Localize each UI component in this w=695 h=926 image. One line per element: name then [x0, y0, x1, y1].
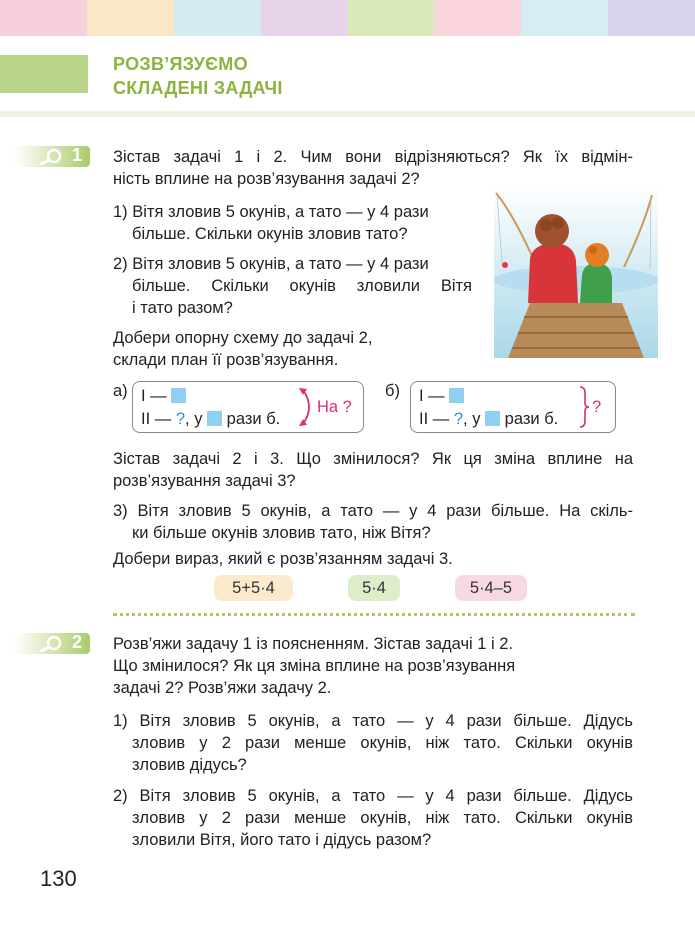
stripe: [261, 0, 348, 36]
schema-a-row1: [141, 385, 186, 408]
task-2-intro-line3: задачі 2? Розв’яжи задачу 2.: [113, 679, 332, 697]
schema-a-row1-square: [171, 388, 186, 403]
schema-b-label: б): [385, 382, 400, 400]
expression-option-3: 5·4–5: [455, 575, 527, 601]
schema-b-row2-question: ?: [453, 410, 464, 428]
expression-option-1: 5+5·4: [214, 575, 293, 601]
stripe: [0, 0, 87, 36]
schema-b-row2-square: [485, 411, 500, 426]
expression-option-2: 5·4: [348, 575, 400, 601]
schema-b-row1-square: [449, 388, 464, 403]
schema-b-row2: [419, 408, 558, 431]
schema-a-row2-question: ?: [175, 410, 186, 428]
task-1-intro-line2: ність вплине на розв’язування задачі 2?: [113, 170, 420, 188]
stripe: [608, 0, 695, 36]
schema-b-row2-mid: , у: [463, 410, 481, 428]
task-1-problem-2-line2: більше. Скільки окунів зловили Вітя: [132, 277, 472, 295]
stripe: [174, 0, 261, 36]
schema-a-row1-label: I —: [141, 387, 167, 405]
schema-b-row2-label: II —: [419, 410, 450, 428]
task-2-problem-2-line3: зловили Вітя, його тато і дідусь разом?: [132, 831, 432, 849]
task-1-number: 1: [71, 145, 82, 165]
fishing-illustration: [494, 185, 658, 358]
section-title-line1: РОЗВ’ЯЗУЄМО: [113, 54, 248, 74]
task-1-intro-line1: Зістав задачі 1 і 2. Чим вони відрізняються? Як їх відмін-: [113, 148, 633, 166]
task-1-choose-line1: Добери опорну схему до задачі 2,: [113, 329, 373, 347]
task-2-problem-2-line2: зловив у 2 рази менше окунів, ніж тато. Скільки окунів: [132, 809, 633, 827]
task-1-problem-2-line3: і тато разом?: [132, 299, 233, 317]
schema-a-label: а): [113, 382, 128, 400]
stripe: [348, 0, 435, 36]
color-stripes: [0, 0, 695, 36]
task-2-problem-1-line3: зловив дідусь?: [132, 756, 247, 774]
schema-b-row2-end: рази б.: [504, 410, 559, 428]
task-1-expression-prompt: Добери вираз, який є розв’язанням задачі 3.: [113, 550, 453, 568]
schema-b-row1: [419, 385, 464, 408]
task-2-problem-1-line1: 1) Вітя зловив 5 окунів, а тато — у 4 рази більше. Дідусь: [113, 712, 633, 730]
schema-a-row2: [141, 408, 280, 431]
schema-a-note: На ?: [317, 398, 352, 416]
task-1-number-badge: [14, 146, 90, 167]
task-2-number-badge: [14, 633, 90, 654]
task-1-problem-3-line2: ки більше окунів зловив тато, ніж Вітя?: [132, 524, 431, 542]
task-1-compare-line1: Зістав задачі 2 і 3. Що змінилося? Як ця зміна вплине на: [113, 450, 633, 468]
schema-a-arrow: [297, 386, 319, 428]
header-divider: [0, 111, 695, 117]
task-1-problem-1-line1: 1) Вітя зловив 5 окунів, а тато — у 4 рази: [113, 203, 429, 221]
task-2-number: 2: [71, 632, 82, 652]
section-title-line2: СКЛАДЕНІ ЗАДАЧІ: [113, 78, 283, 98]
stripe: [521, 0, 608, 36]
schema-a: [132, 381, 364, 433]
task-2-intro-line1: Розв’яжи задачу 1 із поясненням. Зістав задачі 1 і 2.: [113, 635, 514, 653]
schema-a-row2-end: рази б.: [226, 410, 281, 428]
schema-a-row2-mid: , у: [185, 410, 203, 428]
magnifier-icon: [36, 148, 64, 165]
task-1-problem-1-line2: більше. Скільки окунів зловив тато?: [132, 225, 408, 243]
task-1-problem-2-line1: 2) Вітя зловив 5 окунів, а тато — у 4 рази: [113, 255, 429, 273]
task-1-compare-line2: розв’язування задачі 3?: [113, 472, 296, 490]
schema-b-row1-label: I —: [419, 387, 445, 405]
stripe: [434, 0, 521, 36]
schema-b-brace: [579, 385, 591, 429]
schema-a-row2-label: II —: [141, 410, 172, 428]
schema-a-row2-square: [207, 411, 222, 426]
task-2-problem-1-line2: зловив у 2 рази менше окунів, ніж тато. Скільки окунів: [132, 734, 633, 752]
task-2-problem-2-line1: 2) Вітя зловив 5 окунів, а тато — у 4 рази більше. Дідусь: [113, 787, 633, 805]
schema-b: [410, 381, 616, 433]
section-title: [113, 52, 283, 100]
task-divider: [113, 613, 635, 616]
task-1-problem-3-line1: 3) Вітя зловив 5 окунів, а тато — у 4 рази більше. На скіль-: [113, 502, 633, 520]
header-accent-bar: [0, 55, 88, 93]
task-1-choose-line2: склади план її розв’язування.: [113, 351, 339, 369]
schema-b-note: ?: [592, 398, 602, 416]
stripe: [87, 0, 174, 36]
magnifier-icon: [36, 635, 64, 652]
page-number: 130: [40, 866, 77, 891]
task-2-intro-line2: Що змінилося? Як ця зміна вплине на розв’язування: [113, 657, 516, 675]
